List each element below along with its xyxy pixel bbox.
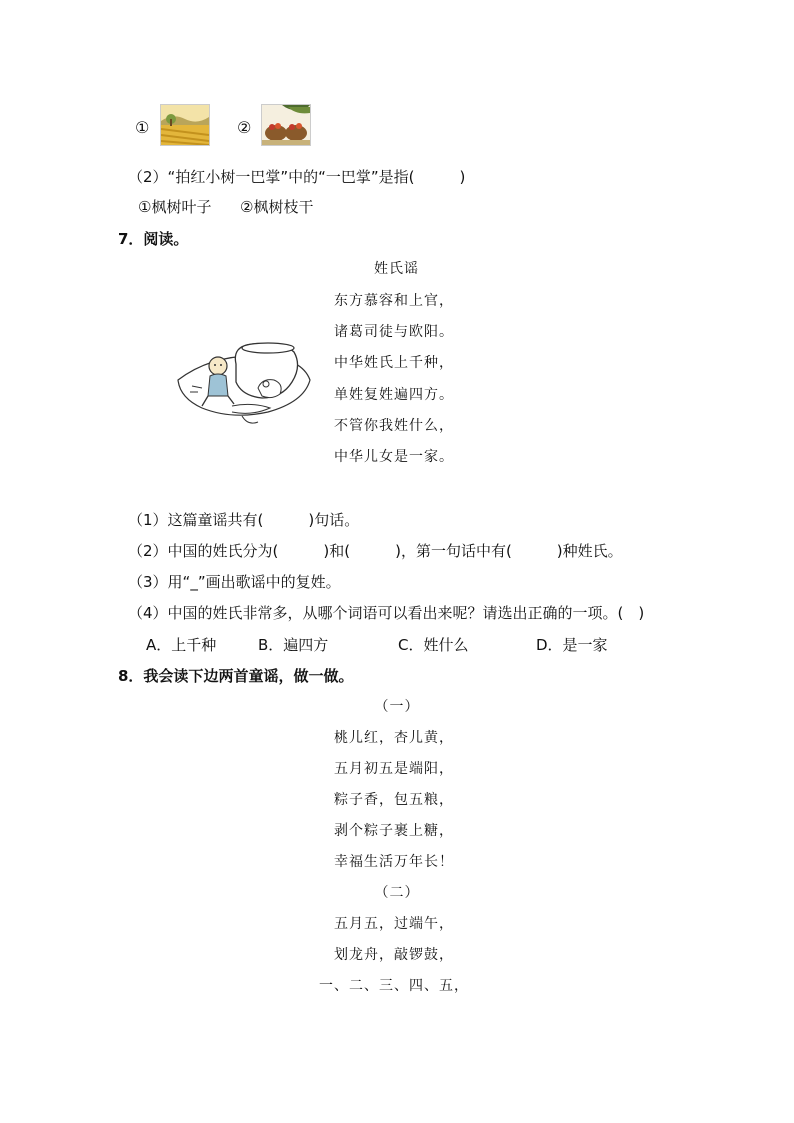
poem-title: 姓氏谣 <box>374 261 419 277</box>
autumn-field-image <box>160 104 210 146</box>
poem-line: 中华儿女是一家。 <box>334 449 454 465</box>
poem1-line: 剥个粽子裹上糖， <box>334 823 454 839</box>
choice-d: D．是一家 <box>536 636 608 654</box>
poem2-line: 划龙舟，敲锣鼓， <box>334 947 454 963</box>
q7-heading: 7．阅读。 <box>118 230 189 248</box>
poem-line: 单姓复姓遍四方。 <box>334 387 454 403</box>
q7-sub4: （4）中国的姓氏非常多，从哪个词语可以看出来呢？请选出正确的一项。( ) <box>128 604 645 622</box>
option-number-1: ① <box>135 118 150 137</box>
choice-b: B．遍四方 <box>258 636 329 654</box>
poem-line: 东方慕容和上官， <box>334 293 454 309</box>
poem-line: 中华姓氏上千种， <box>334 355 454 371</box>
choice-c: C．姓什么 <box>398 636 469 654</box>
poem2-line: 五月五，过端午， <box>334 916 454 932</box>
poem1-title: （一） <box>374 699 420 715</box>
choice-a: A．上千种 <box>146 636 217 654</box>
q7-sub1: （1）这篇童谣共有( )句话。 <box>128 511 360 529</box>
q6-option-1: ①枫树叶子 <box>138 198 212 216</box>
vat-story-illustration <box>172 336 314 432</box>
poem1-line: 五月初五是端阳， <box>334 761 454 777</box>
q8-heading: 8．我会读下边两首童谣，做一做。 <box>118 667 354 685</box>
poem2-title: （二） <box>374 885 420 901</box>
poem1-line: 幸福生活万年长！ <box>334 854 454 870</box>
poem2-line: 一、二、三、四、五， <box>319 978 469 994</box>
q6-part2-question: （2）“拍红小树一巴掌”中的“一巴掌”是指( ) <box>128 168 466 186</box>
option-number-2: ② <box>237 118 252 137</box>
q7-sub2: （2）中国的姓氏分为( )和( )，第一句话中有( )种姓氏。 <box>128 542 623 560</box>
q7-sub3: （3）用“_”画出歌谣中的复姓。 <box>128 573 341 591</box>
q6-option-2: ②枫树枝干 <box>240 198 314 216</box>
poem1-line: 桃儿红，杏儿黄， <box>334 730 454 746</box>
poem1-line: 粽子香，包五粮， <box>334 792 454 808</box>
poem-line: 诸葛司徒与欧阳。 <box>334 324 454 340</box>
poem-line: 不管你我姓什么， <box>334 418 454 434</box>
fruit-baskets-image <box>261 104 311 146</box>
